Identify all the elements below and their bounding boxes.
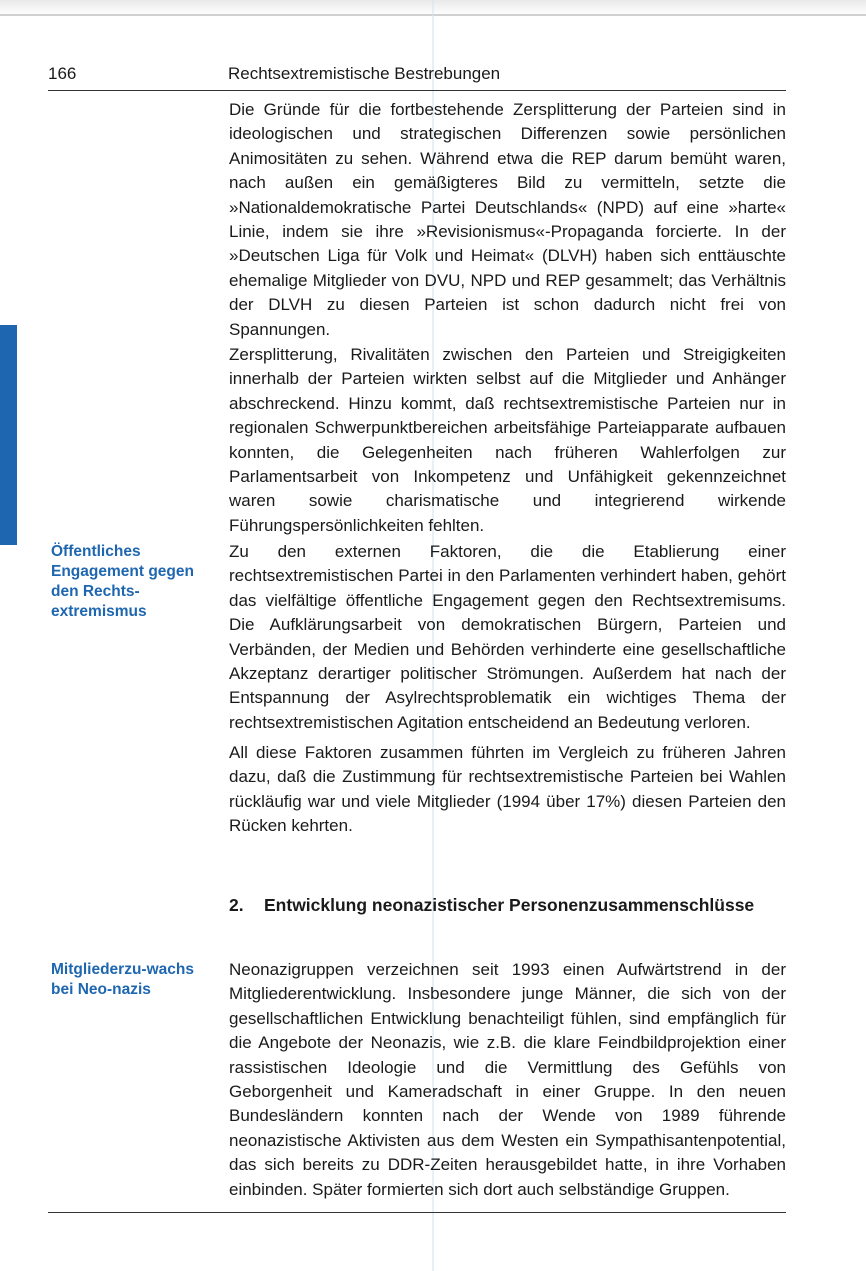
body-paragraph: Zersplitterung, Rivalitäten zwischen den Parteien und Streigigkeiten innerhalb der Parteien wirkten selbst auf die Mitglieder und Anhänger abschreckend. Hinzu kommt, daß rechtsextremistische Parteien nur in regionalen Schwerpunktbereichen arbeitsfähige Parteiapparate aufbauen konnten, die Gelegenheiten nach früheren Wahlerfolgen zur Parlamentsarbeit von Inkompetenz und Unfähigkeit gekennzeichnet waren sowie charismatische und integrierend wirkende Führungspersönlichkeiten fehlten. (229, 345, 786, 535)
page-number: 166 (48, 64, 77, 83)
section-heading (229, 893, 786, 917)
margin-note-neonazis: Mitgliederzu-wachs bei Neo-nazis (51, 961, 194, 998)
body-paragraph: Zu den externen Faktoren, die die Etablierung einer rechtsextremistischen Partei in den Parlamenten verhindert haben, gehört das vielfältige öffentliche Engagement gegen den Rechtsextremisums. Die Aufklärungsarbeit von demokratischen Bürgern, Parteien und Verbänden, der Medien und Behörden verhinderte eine gesellschaftliche Akzeptanz derartiger politischer Strömungen. Außerdem hat nach der Entspannung der Asylrechtsproblematik ein wichtiges Thema der rechtsextremistischen Agitation entscheidend an Bedeutung verloren. (229, 542, 786, 732)
paragraph-block-4 (229, 741, 786, 839)
paragraph-block-3 (229, 540, 786, 735)
body-paragraph: Die Gründe für die fortbestehende Zersplitterung der Parteien sind in ideologischen und strategischen Differenzen sowie persönlichen Animositäten zu sehen. Während etwa die REP darum bemüht waren, nach außen ein gemäßigteres Bild zu vermitteln, setzte die »Nationaldemokratische Partei Deutschlands« (NPD) auf eine »harte« Linie, indem sie ihre »Revisionismus«-Propaganda forcierte. In der »Deutschen Liga für Volk und Heimat« (DLVH) haben sich enttäuschte ehemalige Mitglieder von DVU, NPD und REP gesammelt; das Verhältnis der DLVH zu diesen Parteien ist schon dadurch nicht frei von Spannungen. (229, 100, 786, 339)
paragraph-block-1 (229, 98, 786, 342)
footer-rule (48, 1212, 786, 1213)
body-paragraph: All diese Faktoren zusammen führten im Vergleich zu früheren Jahren dazu, daß die Zustimmung für rechtsextremistische Parteien bei Wahlen rückläufig war und viele Mitglieder (1994 über 17%) diesen Parteien den Rücken kehrten. (229, 743, 786, 836)
section-title: Entwicklung neonazistischer Personenzusammenschlüsse (264, 895, 755, 915)
header-rule (48, 90, 786, 91)
margin-note-engagement: Öffentliches Engagement gegen den Rechts-extremismus (51, 543, 194, 620)
chapter-tab-marker (0, 325, 17, 545)
body-paragraph: Neonazigruppen verzeichnen seit 1993 einen Aufwärtstrend in der Mitgliederentwicklung. Insbesondere junge Männer, die sich von der gesellschaftlichen Entwicklung benachteiligt fühlen, sind empfänglich für die Angebote der Neonazis, wie z.B. die klare Feindbildprojektion einer rassistischen Ideologie und die Vermittlung des Gefühls von Geborgenheit und Kameradschaft in einer Gruppe. In den neuen Bundesländern konnten nach der Wende von 1989 führende neonazistische Aktivisten aus dem Westen ein Sympathisantenpotential, das sich bereits zu DDR-Zeiten herausgebildet hatte, in ihre Vorhaben einbinden. Später formierten sich dort auch selbständige Gruppen. (229, 960, 786, 1199)
running-title: Rechtsextremistische Bestrebungen (228, 64, 501, 83)
section-number: 2. (229, 895, 244, 915)
paragraph-block-2 (229, 343, 786, 538)
running-head (48, 64, 786, 90)
paragraph-block-5 (229, 958, 786, 1202)
